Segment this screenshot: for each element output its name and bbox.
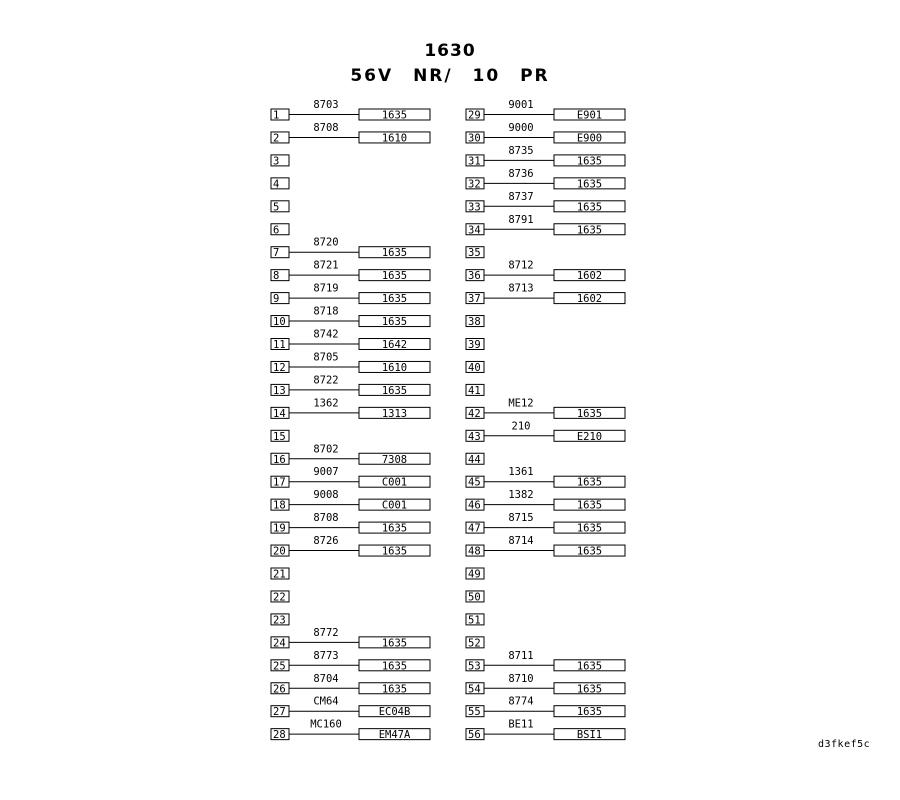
wire-label-1: 8703 <box>313 99 339 111</box>
wire-label-13: 8722 <box>313 374 339 387</box>
pin-number-36: 36 <box>468 270 481 283</box>
pin-number-50: 50 <box>468 591 481 604</box>
pin-number-25: 25 <box>273 660 286 673</box>
pin-number-15: 15 <box>273 430 286 443</box>
pin-number-44: 44 <box>468 453 481 466</box>
dest-label-19: 1635 <box>381 522 408 535</box>
wire-label-24: 8772 <box>313 626 339 639</box>
dest-label-14: 1313 <box>381 407 408 420</box>
wire-label-19: 8708 <box>313 512 339 525</box>
wire-label-18: 9008 <box>313 489 339 502</box>
pin-number-10: 10 <box>273 316 286 329</box>
wire-label-10: 8718 <box>313 305 339 318</box>
pin-number-24: 24 <box>273 637 286 650</box>
wire-label-2: 8708 <box>313 121 339 134</box>
dest-label-30: E900 <box>576 132 603 145</box>
pin-number-3: 3 <box>273 155 280 168</box>
dest-label-1: 1635 <box>381 109 408 122</box>
dest-label-31: 1635 <box>576 155 603 168</box>
wire-label-36: 8712 <box>508 259 534 272</box>
pin-number-51: 51 <box>468 614 481 627</box>
dest-label-7: 1635 <box>381 247 408 260</box>
dest-label-2: 1610 <box>381 132 408 145</box>
dest-label-11: 1642 <box>381 339 408 351</box>
drawing-code: d3fkef5c <box>818 739 871 750</box>
dest-label-20: 1635 <box>381 545 408 558</box>
pin-number-32: 32 <box>468 178 481 191</box>
pin-number-1: 1 <box>273 109 280 122</box>
pin-number-43: 43 <box>468 430 481 443</box>
dest-label-48: 1635 <box>576 545 603 558</box>
wire-label-9: 8719 <box>313 282 339 295</box>
dest-label-26: 1635 <box>381 683 408 696</box>
pin-number-6: 6 <box>273 224 280 237</box>
pin-number-12: 12 <box>273 361 286 374</box>
wire-label-31: 8735 <box>508 144 534 157</box>
pin-number-23: 23 <box>273 614 286 627</box>
pin-number-38: 38 <box>468 316 481 329</box>
dest-label-45: 1635 <box>576 476 603 489</box>
wire-label-48: 8714 <box>508 535 534 548</box>
pin-number-16: 16 <box>273 453 286 466</box>
wire-label-8: 8721 <box>313 259 339 272</box>
dest-label-10: 1635 <box>381 316 408 329</box>
wire-label-32: 8736 <box>508 167 534 180</box>
pin-number-19: 19 <box>273 522 286 535</box>
pin-number-41: 41 <box>468 384 481 397</box>
pin-number-30: 30 <box>468 132 481 145</box>
pin-number-47: 47 <box>468 522 481 535</box>
pin-number-33: 33 <box>468 201 481 214</box>
diagram-subtitle: 56V NR/ 10 PR <box>350 66 550 86</box>
dest-label-36: 1602 <box>576 270 603 283</box>
wire-label-34: 8791 <box>508 213 534 226</box>
wire-label-45: 1361 <box>508 466 534 479</box>
dest-label-25: 1635 <box>381 660 408 673</box>
dest-label-47: 1635 <box>576 522 603 535</box>
pin-number-28: 28 <box>273 729 286 742</box>
dest-label-55: 1635 <box>576 706 603 719</box>
pin-number-53: 53 <box>468 660 481 673</box>
wire-label-42: ME12 <box>508 397 534 410</box>
pin-number-40: 40 <box>468 361 481 374</box>
wire-label-37: 8713 <box>508 282 534 295</box>
pin-number-13: 13 <box>273 384 286 397</box>
dest-label-34: 1635 <box>576 224 603 237</box>
wire-label-46: 1382 <box>508 489 534 502</box>
dest-label-27: EC04B <box>378 706 411 719</box>
wire-label-14: 1362 <box>313 397 339 410</box>
wire-label-33: 8737 <box>508 190 534 203</box>
wire-label-53: 8711 <box>508 649 534 662</box>
pin-number-34: 34 <box>468 224 481 237</box>
pin-number-27: 27 <box>273 706 286 719</box>
pin-number-22: 22 <box>273 591 286 604</box>
wire-label-43: 210 <box>511 420 531 433</box>
wire-label-55: 8774 <box>508 695 534 708</box>
pin-number-54: 54 <box>468 683 481 696</box>
pin-number-42: 42 <box>468 407 481 420</box>
pin-number-18: 18 <box>273 499 286 512</box>
wire-label-30: 9000 <box>508 121 534 134</box>
dest-label-43: E210 <box>576 430 603 443</box>
wire-label-54: 8710 <box>508 672 534 685</box>
dest-label-16: 7308 <box>381 453 408 466</box>
dest-label-37: 1602 <box>576 293 603 306</box>
pin-number-35: 35 <box>468 247 481 260</box>
wire-label-7: 8720 <box>313 236 339 249</box>
dest-label-32: 1635 <box>576 178 603 191</box>
dest-label-28: EM47A <box>378 729 411 742</box>
pin-number-45: 45 <box>468 476 481 489</box>
pin-number-4: 4 <box>273 178 280 191</box>
pin-number-26: 26 <box>273 683 286 696</box>
wire-label-27: CM64 <box>313 695 339 708</box>
wire-label-12: 8705 <box>313 351 339 364</box>
dest-label-54: 1635 <box>576 683 603 696</box>
dest-label-56: BSI1 <box>576 729 603 742</box>
pin-number-56: 56 <box>468 729 481 742</box>
dest-label-46: 1635 <box>576 499 603 512</box>
pin-number-31: 31 <box>468 155 481 168</box>
dest-label-24: 1635 <box>381 637 408 650</box>
pin-number-52: 52 <box>468 637 481 650</box>
wire-label-11: 8742 <box>313 328 339 341</box>
dest-label-8: 1635 <box>381 270 408 283</box>
dest-label-17: C001 <box>381 476 408 489</box>
pin-number-39: 39 <box>468 339 481 351</box>
pin-number-46: 46 <box>468 499 481 512</box>
pin-number-21: 21 <box>273 568 286 581</box>
pin-number-55: 55 <box>468 706 481 719</box>
dest-label-42: 1635 <box>576 407 603 420</box>
wire-label-16: 8702 <box>313 443 339 456</box>
pin-number-11: 11 <box>273 339 286 351</box>
pin-number-14: 14 <box>273 407 286 420</box>
wire-label-29: 9001 <box>508 99 534 111</box>
wire-label-17: 9007 <box>313 466 339 479</box>
dest-label-12: 1610 <box>381 361 408 374</box>
wire-label-47: 8715 <box>508 512 534 525</box>
pin-number-29: 29 <box>468 109 481 122</box>
diagram-title: 1630 <box>424 41 476 61</box>
dest-label-33: 1635 <box>576 201 603 214</box>
pin-number-9: 9 <box>273 293 280 306</box>
pin-number-49: 49 <box>468 568 481 581</box>
dest-label-29: E901 <box>576 109 603 122</box>
pin-number-17: 17 <box>273 476 286 489</box>
pin-number-8: 8 <box>273 270 280 283</box>
pin-number-37: 37 <box>468 293 481 306</box>
wire-label-28: MC160 <box>310 718 342 731</box>
wire-label-26: 8704 <box>313 672 339 685</box>
wire-label-25: 8773 <box>313 649 339 662</box>
pin-number-48: 48 <box>468 545 481 558</box>
pin-number-7: 7 <box>273 247 280 260</box>
dest-label-13: 1635 <box>381 384 408 397</box>
pin-number-20: 20 <box>273 545 286 558</box>
pin-number-2: 2 <box>273 132 280 145</box>
wire-label-56: BE11 <box>508 718 534 731</box>
dest-label-18: C001 <box>381 499 408 512</box>
dest-label-53: 1635 <box>576 660 603 673</box>
pin-number-5: 5 <box>273 201 280 214</box>
wire-label-20: 8726 <box>313 535 339 548</box>
dest-label-9: 1635 <box>381 293 408 306</box>
